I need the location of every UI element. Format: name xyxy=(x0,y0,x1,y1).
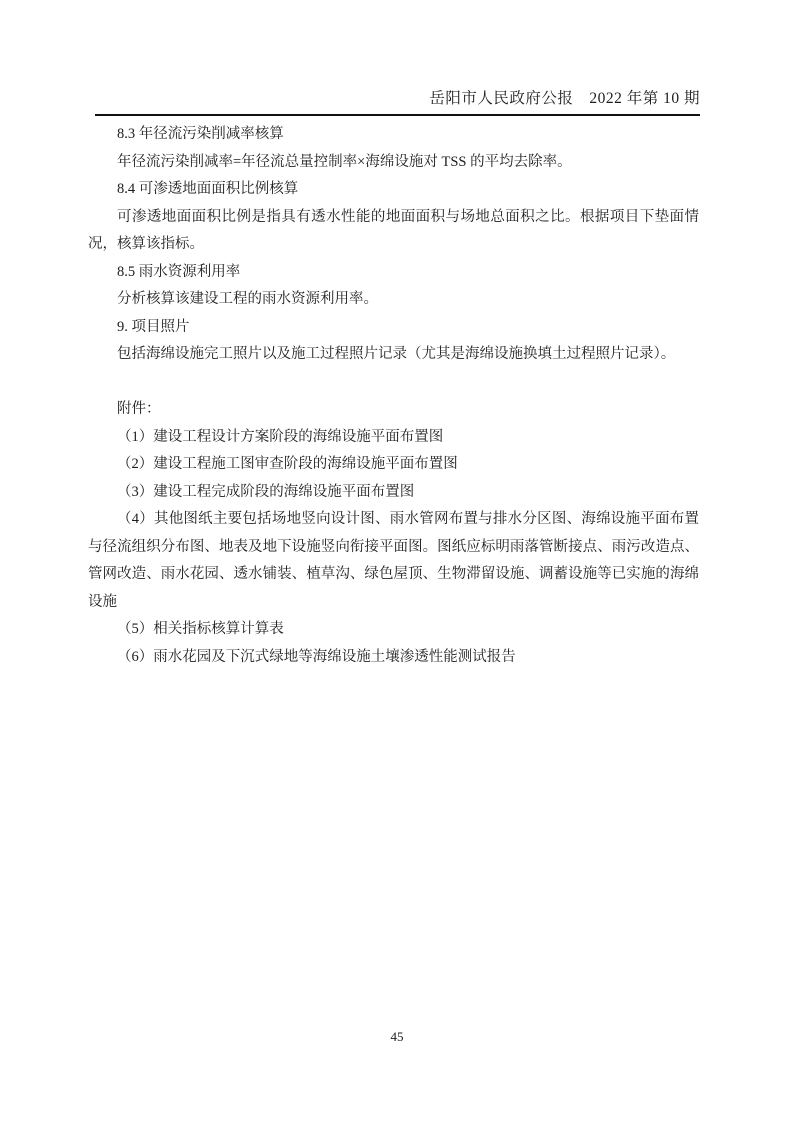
heading-8-3: 8.3 年径流污染削减率核算 xyxy=(117,126,284,142)
heading-8-5: 8.5 雨水资源利用率 xyxy=(117,263,241,280)
attachment-item-6: （6）雨水花园及下沉式绿地等海绵设施土壤渗透性能测试报告 xyxy=(117,648,516,665)
document-body xyxy=(88,121,699,671)
heading-8-4: 8.4 可渗透地面面积比例核算 xyxy=(117,181,299,197)
attachment-item-4: （4）其他图纸主要包括场地竖向设计图、雨水管网布置与排水分区图、海绵设施平面布置与径流组织分布图、地表及地下设施竖向衔接平面图。图纸应标明雨落管断接点、雨污改造点、管网改造、雨水花园、透水铺装、植草沟、绿色屋顶、生物滞留设施、调蓄设施等已实施的海绵设施 xyxy=(88,511,699,610)
para-rainwater-utilization: 分析核算该建设工程的雨水资源利用率。 xyxy=(117,291,378,307)
attachment-item-3: （3）建设工程完成阶段的海绵设施平面布置图 xyxy=(117,483,415,500)
para-permeable-area-ratio: 可渗透地面面积比例是指具有透水性能的地面面积与场地总面积之比。根据项目下垫面情况，核算该指标。 xyxy=(88,208,699,252)
heading-9: 9. 项目照片 xyxy=(117,318,190,335)
attachments-label: 附件： xyxy=(117,401,161,417)
para-project-photos: 包括海绵设施完工照片以及施工过程照片记录（尤其是海绵设施换填土过程照片记录）。 xyxy=(117,346,676,362)
attachment-item-2: （2）建设工程施工图审查阶段的海绵设施平面布置图 xyxy=(117,456,458,472)
header-rule xyxy=(95,114,700,116)
attachment-item-1: （1）建设工程设计方案阶段的海绵设施平面布置图 xyxy=(117,428,444,445)
attachment-item-5: （5）相关指标核算计算表 xyxy=(117,621,284,637)
page-number: 45 xyxy=(390,1029,404,1044)
formula-runoff-pollution-reduction: 年径流污染削减率=年径流总量控制率×海绵设施对 TSS 的平均去除率。 xyxy=(117,153,572,170)
running-header xyxy=(88,89,700,109)
gazette-title: 岳阳市人民政府公报 2022 年第 10 期 xyxy=(429,90,700,107)
